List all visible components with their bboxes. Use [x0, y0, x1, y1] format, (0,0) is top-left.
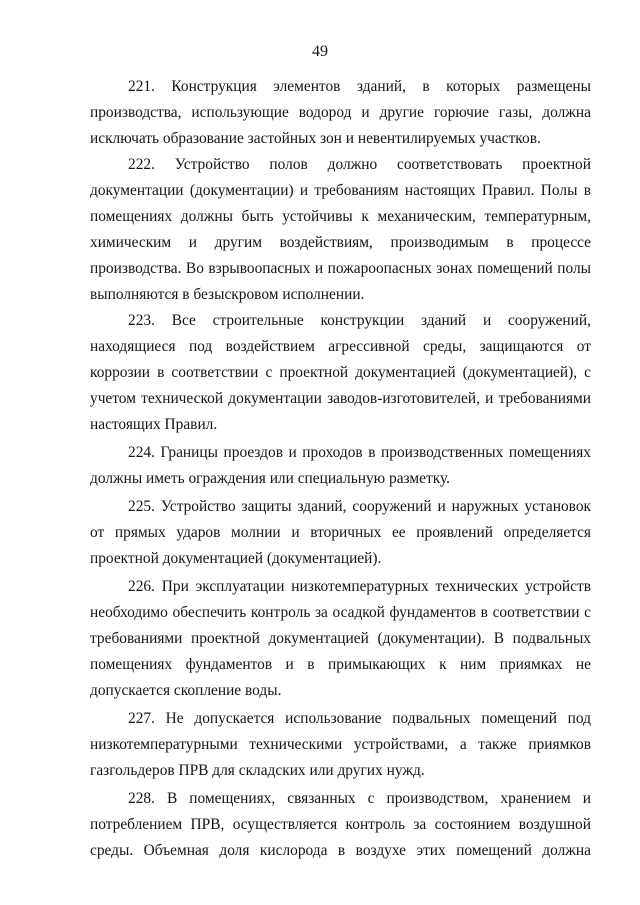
- paragraph-226: 226. При эксплуатации низкотемпературных технических устройств необходимо обеспечить контроль за осадкой фундаментов в соответствии с требованиями проектной документацией (документации). В подвальных помещениях фундаментов и в примыкающих к ним приямках не допускается скопление воды.: [90, 578, 591, 699]
- document-body: [90, 74, 591, 866]
- page-number: 49: [312, 43, 328, 60]
- paragraph-227: 227. Не допускается использование подвальных помещений под низкотемпературными техническими устройствами, а также приямков газгольдеров ПРВ для складских или других нужд.: [90, 710, 591, 779]
- paragraph-225: 225. Устройство защиты зданий, сооружений и наружных установок от прямых ударов молнии и вторичных ее проявлений определяется проектной документацией (документацией).: [90, 498, 591, 567]
- paragraph-223: 223. Все строительные конструкции зданий и сооружений, находящиеся под воздействием агрессивной среды, защищаются от коррозии в соответствии с проектной документацией (документацией), с учетом технической документации заводов-изготовителей, и требованиями настоящих Правил.: [90, 312, 591, 433]
- paragraph-222: 222. Устройство полов должно соответствовать проектной документации (документации) и требованиям настоящих Правил. Полы в помещениях должны быть устойчивы к механическим, температурным, химическим и другим воздействиям, производимым в процессе производства. Во взрывоопасных и пожароопасных зонах помещений полы выполняются в безыскровом исполнении.: [90, 156, 591, 303]
- paragraph-221: 221. Конструкция элементов зданий, в которых размещены производства, использующие водород и другие горючие газы, должна исключать образование застойных зон и невентилируемых участков.: [90, 78, 591, 147]
- paragraph-224: 224. Границы проездов и проходов в производственных помещениях должны иметь ограждения или специальную разметку.: [90, 444, 591, 487]
- paragraph-228: 228. В помещениях, связанных с производством, хранением и потреблением ПРВ, осуществляется контроль за состоянием воздушной среды. Объемная доля кислорода в воздухе этих помещений должна: [90, 790, 591, 859]
